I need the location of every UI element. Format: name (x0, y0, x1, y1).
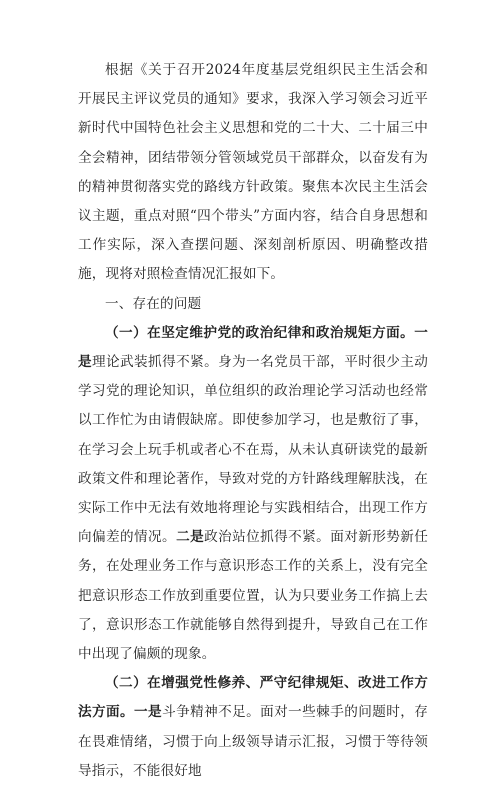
subsection-2-point-1-label: 一是 (134, 704, 163, 721)
subsection-2-point-1-text: 斗争精神不足。面对一些棘手的问题时，存在畏难情绪，习惯于向上级领导请示汇报，习惯于等待领导指示，不能很好地 (78, 704, 428, 779)
subsection-1-point-2-label: 二是 (176, 529, 205, 546)
subsection-1-heading: （一）在坚定维护党的政治纪律和政治规矩方面。 (105, 324, 415, 341)
subsection-1-point-1-text: 理论武装抓得不紧。身为一名党员干部，平时很少主动学习党的理论知识，单位组织的政治理论学习活动也经常以工作忙为由请假缺席。即使参加学习，也是敷衍了事，在学习会上玩手机或者心不在焉，从未认真研读党的最新政策文件和理论著作，导致对党的方针路线理解肤浅，在实际工作中无法有效地将理论与实践相结合，出现工作方向偏差的情况。 (78, 354, 428, 546)
subsection-1-point-2-text: 政治站位抓得不紧。面对新形势新任务，在处理业务工作与意识形态工作的关系上，没有完全把意识形态工作放到重要位置，认为只要业务工作搞上去了，意识形态工作就能够自然得到提升，导致自己在工作中出现了偏颇的现象。 (78, 529, 428, 663)
subsection-2-heading: （二）在增强党性修养、严守纪律规矩、改进工作方法方面。 (78, 675, 428, 721)
subsection-1-point-1-label: 一是 (78, 324, 428, 371)
intro-text: 根据《关于召开2024年度基层党组织民主生活会和开展民主评议党员的通知》要求，我深入学习领会习近平新时代中国特色社会主义思想和党的二十大、二十届三中全会精神，团结带领分管领域党员干部群众，以奋发有为的精神贯彻落实党的路线方针政策。聚焦本次民主生活会议主题，重点对照“四个带头”方面内容，结合自身思想和工作实际，深入查摆问题、深刻剖析原因、明确整改措施，现将对照检查情况汇报如下。 (78, 62, 428, 283)
section-heading-problems (78, 290, 428, 319)
document-body (78, 56, 428, 786)
subsection-1-paragraph (78, 319, 428, 669)
section-heading-text: 一、存在的问题 (105, 295, 202, 312)
subsection-2-paragraph (78, 669, 428, 786)
intro-paragraph (78, 56, 428, 290)
